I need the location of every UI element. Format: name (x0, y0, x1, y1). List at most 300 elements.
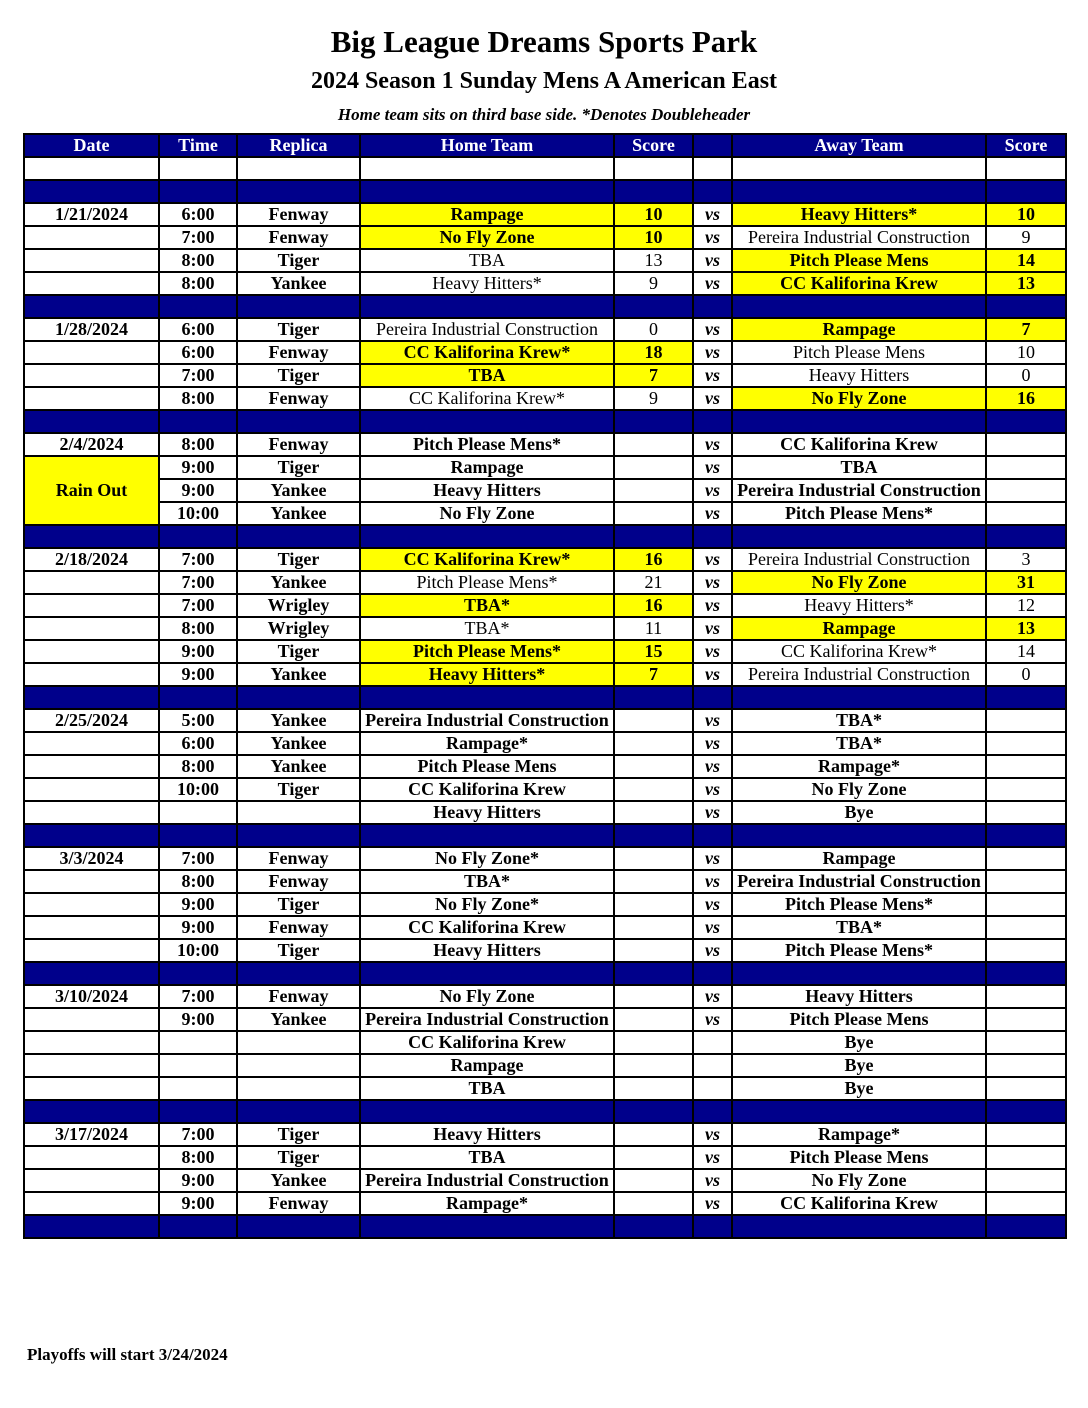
week-separator (24, 824, 1066, 847)
game-row (24, 1169, 1066, 1192)
game-row (24, 318, 1066, 341)
game-time: 7:00 (159, 571, 237, 594)
away-team: Pitch Please Mens* (732, 893, 986, 916)
separator-cell (159, 525, 237, 548)
game-field: Yankee (237, 709, 360, 732)
game-date-empty (24, 249, 159, 272)
vs-label: vs (693, 870, 732, 893)
game-time: 7:00 (159, 548, 237, 571)
col-header-replica: Replica (237, 134, 360, 157)
game-date-empty (24, 226, 159, 249)
game-field: Yankee (237, 502, 360, 525)
separator-cell (24, 686, 159, 709)
game-field: Tiger (237, 249, 360, 272)
away-score: 10 (986, 203, 1066, 226)
away-score: 31 (986, 571, 1066, 594)
home-team: Pitch Please Mens* (360, 433, 614, 456)
game-time: 9:00 (159, 1169, 237, 1192)
home-score: 10 (614, 203, 693, 226)
away-score: 10 (986, 341, 1066, 364)
away-team: No Fly Zone (732, 571, 986, 594)
home-team: CC Kaliforina Krew (360, 916, 614, 939)
home-score: 0 (614, 318, 693, 341)
away-team: Pereira Industrial Construction (732, 479, 986, 502)
home-team: TBA (360, 1146, 614, 1169)
game-date-empty (24, 594, 159, 617)
game-row (24, 778, 1066, 801)
vs-label (693, 157, 732, 180)
separator-cell (986, 295, 1066, 318)
separator-cell (986, 1100, 1066, 1123)
game-time: 9:00 (159, 1192, 237, 1215)
game-date-empty (24, 916, 159, 939)
home-score: 16 (614, 548, 693, 571)
home-team: TBA* (360, 594, 614, 617)
away-score: 0 (986, 364, 1066, 387)
game-date-empty (24, 663, 159, 686)
separator-cell (360, 525, 614, 548)
game-date: 2/4/2024 (24, 433, 159, 456)
vs-label: vs (693, 433, 732, 456)
separator-cell (24, 180, 159, 203)
home-score (614, 778, 693, 801)
vs-label: vs (693, 502, 732, 525)
separator-cell (237, 962, 360, 985)
home-team: Heavy Hitters (360, 1123, 614, 1146)
away-score (986, 939, 1066, 962)
away-team: Pereira Industrial Construction (732, 548, 986, 571)
home-team: Rampage (360, 456, 614, 479)
home-team: Rampage* (360, 1192, 614, 1215)
vs-label: vs (693, 548, 732, 571)
game-time (159, 1077, 237, 1100)
away-team: Rampage (732, 847, 986, 870)
game-row (24, 870, 1066, 893)
home-team: No Fly Zone* (360, 847, 614, 870)
game-time: 9:00 (159, 1008, 237, 1031)
game-field: Tiger (237, 939, 360, 962)
separator-cell (159, 686, 237, 709)
game-date-empty (24, 1077, 159, 1100)
vs-label: vs (693, 341, 732, 364)
game-row (24, 272, 1066, 295)
separator-cell (693, 824, 732, 847)
away-team: Bye (732, 801, 986, 824)
away-score (986, 1031, 1066, 1054)
week-separator (24, 1215, 1066, 1238)
home-score (614, 1008, 693, 1031)
away-team: Heavy Hitters* (732, 594, 986, 617)
away-team: Pereira Industrial Construction (732, 226, 986, 249)
vs-label: vs (693, 364, 732, 387)
separator-cell (360, 180, 614, 203)
game-time: 9:00 (159, 916, 237, 939)
game-time: 7:00 (159, 985, 237, 1008)
separator-cell (360, 1215, 614, 1238)
home-score (614, 157, 693, 180)
home-team (360, 157, 614, 180)
vs-label: vs (693, 387, 732, 410)
vs-label: vs (693, 203, 732, 226)
away-team: Bye (732, 1031, 986, 1054)
home-team: Pereira Industrial Construction (360, 1169, 614, 1192)
vs-label: vs (693, 709, 732, 732)
separator-cell (732, 180, 986, 203)
separator-cell (237, 180, 360, 203)
game-time: 6:00 (159, 318, 237, 341)
home-score: 18 (614, 341, 693, 364)
separator-cell (732, 686, 986, 709)
game-time: 8:00 (159, 272, 237, 295)
schedule-body (24, 157, 1066, 1238)
away-team: Pitch Please Mens (732, 1008, 986, 1031)
home-team: Heavy Hitters (360, 939, 614, 962)
separator-cell (732, 410, 986, 433)
away-score (986, 755, 1066, 778)
schedule-table (23, 133, 1067, 1239)
home-score: 21 (614, 571, 693, 594)
col-header-away-score: Score (986, 134, 1066, 157)
away-team: Rampage (732, 617, 986, 640)
game-field (237, 1077, 360, 1100)
separator-cell (732, 1215, 986, 1238)
game-time: 5:00 (159, 709, 237, 732)
vs-label: vs (693, 801, 732, 824)
game-time: 8:00 (159, 755, 237, 778)
away-score (986, 732, 1066, 755)
separator-cell (237, 525, 360, 548)
separator-cell (159, 410, 237, 433)
vs-label: vs (693, 1146, 732, 1169)
home-score (614, 709, 693, 732)
game-field: Tiger (237, 318, 360, 341)
game-field: Yankee (237, 479, 360, 502)
vs-label: vs (693, 1192, 732, 1215)
home-team: Heavy Hitters (360, 801, 614, 824)
separator-cell (237, 295, 360, 318)
away-team: TBA* (732, 916, 986, 939)
separator-cell (237, 1215, 360, 1238)
separator-cell (237, 410, 360, 433)
home-team: TBA (360, 1077, 614, 1100)
game-date-empty (24, 1169, 159, 1192)
game-field: Fenway (237, 226, 360, 249)
game-date-empty (24, 732, 159, 755)
home-team: Pitch Please Mens* (360, 571, 614, 594)
away-score (986, 1192, 1066, 1215)
separator-cell (732, 962, 986, 985)
away-team: Rampage* (732, 1123, 986, 1146)
away-team: TBA* (732, 732, 986, 755)
away-score: 12 (986, 594, 1066, 617)
separator-cell (693, 180, 732, 203)
home-team: Pitch Please Mens* (360, 640, 614, 663)
game-row (24, 502, 1066, 525)
away-score (986, 1146, 1066, 1169)
home-score: 7 (614, 364, 693, 387)
separator-cell (693, 525, 732, 548)
vs-label: vs (693, 985, 732, 1008)
game-row (24, 548, 1066, 571)
home-score (614, 1192, 693, 1215)
away-score (986, 433, 1066, 456)
home-score (614, 1169, 693, 1192)
game-date (24, 157, 159, 180)
separator-cell (159, 295, 237, 318)
vs-label: vs (693, 318, 732, 341)
game-row (24, 594, 1066, 617)
away-team: Pitch Please Mens* (732, 502, 986, 525)
home-score (614, 939, 693, 962)
home-score (614, 847, 693, 870)
away-score (986, 893, 1066, 916)
game-time: 8:00 (159, 870, 237, 893)
away-team: Heavy Hitters (732, 364, 986, 387)
home-team: Rampage* (360, 732, 614, 755)
home-score: 9 (614, 387, 693, 410)
home-score (614, 985, 693, 1008)
game-field: Fenway (237, 916, 360, 939)
col-header-home-score: Score (614, 134, 693, 157)
game-field (237, 801, 360, 824)
separator-cell (360, 686, 614, 709)
game-date-empty (24, 939, 159, 962)
separator-cell (614, 824, 693, 847)
separator-cell (360, 295, 614, 318)
separator-cell (614, 686, 693, 709)
game-date: 2/18/2024 (24, 548, 159, 571)
rain-out-note: Rain Out (24, 456, 159, 525)
game-time: 8:00 (159, 433, 237, 456)
game-field: Tiger (237, 456, 360, 479)
game-field: Tiger (237, 640, 360, 663)
vs-label: vs (693, 893, 732, 916)
week-separator (24, 295, 1066, 318)
home-team: Heavy Hitters* (360, 272, 614, 295)
game-date-empty (24, 870, 159, 893)
away-score (986, 709, 1066, 732)
home-score (614, 916, 693, 939)
game-field: Yankee (237, 571, 360, 594)
home-team: CC Kaliforina Krew (360, 778, 614, 801)
home-score (614, 433, 693, 456)
separator-cell (986, 1215, 1066, 1238)
game-time: 9:00 (159, 456, 237, 479)
game-field: Tiger (237, 1123, 360, 1146)
vs-label: vs (693, 663, 732, 686)
away-team: Bye (732, 1054, 986, 1077)
vs-label: vs (693, 1169, 732, 1192)
away-score (986, 479, 1066, 502)
home-score (614, 755, 693, 778)
home-score: 15 (614, 640, 693, 663)
header-row (24, 134, 1066, 157)
home-score: 13 (614, 249, 693, 272)
separator-cell (614, 962, 693, 985)
away-team: Pereira Industrial Construction (732, 870, 986, 893)
game-time: 8:00 (159, 1146, 237, 1169)
away-team: Heavy Hitters (732, 985, 986, 1008)
game-row (24, 755, 1066, 778)
week-separator (24, 410, 1066, 433)
home-team: Pereira Industrial Construction (360, 318, 614, 341)
away-team: No Fly Zone (732, 778, 986, 801)
game-row (24, 939, 1066, 962)
home-score (614, 870, 693, 893)
away-team: Heavy Hitters* (732, 203, 986, 226)
home-score (614, 479, 693, 502)
separator-cell (693, 686, 732, 709)
away-team: No Fly Zone (732, 387, 986, 410)
page-note: Home team sits on third base side. *Denotes Doubleheader (337, 105, 751, 124)
separator-cell (237, 824, 360, 847)
game-row (24, 341, 1066, 364)
game-row (24, 617, 1066, 640)
game-field: Yankee (237, 272, 360, 295)
home-team: Pereira Industrial Construction (360, 709, 614, 732)
game-time: 6:00 (159, 203, 237, 226)
away-team: Pereira Industrial Construction (732, 663, 986, 686)
separator-cell (732, 525, 986, 548)
separator-cell (986, 410, 1066, 433)
away-score: 9 (986, 226, 1066, 249)
separator-cell (986, 525, 1066, 548)
game-date-empty (24, 1054, 159, 1077)
away-score: 3 (986, 548, 1066, 571)
home-team: Pitch Please Mens (360, 755, 614, 778)
vs-label (693, 1031, 732, 1054)
vs-label (693, 1077, 732, 1100)
game-field: Tiger (237, 1146, 360, 1169)
game-row (24, 709, 1066, 732)
separator-cell (159, 180, 237, 203)
vs-label: vs (693, 755, 732, 778)
home-score (614, 732, 693, 755)
game-row (24, 456, 1066, 479)
game-time: 6:00 (159, 341, 237, 364)
separator-cell (732, 295, 986, 318)
game-date: 1/28/2024 (24, 318, 159, 341)
separator-cell (614, 180, 693, 203)
home-score (614, 801, 693, 824)
away-team: Pitch Please Mens (732, 1146, 986, 1169)
game-time: 9:00 (159, 893, 237, 916)
separator-cell (693, 410, 732, 433)
game-field: Tiger (237, 893, 360, 916)
game-field (237, 157, 360, 180)
game-field: Fenway (237, 870, 360, 893)
col-header-vs (693, 134, 732, 157)
separator-cell (24, 410, 159, 433)
separator-cell (24, 824, 159, 847)
game-field: Wrigley (237, 594, 360, 617)
col-header-date: Date (24, 134, 159, 157)
game-field: Fenway (237, 387, 360, 410)
home-team: CC Kaliforina Krew* (360, 341, 614, 364)
game-row (24, 433, 1066, 456)
separator-cell (24, 525, 159, 548)
separator-cell (360, 1100, 614, 1123)
week-separator (24, 1100, 1066, 1123)
separator-cell (693, 962, 732, 985)
vs-label: vs (693, 640, 732, 663)
home-team: TBA* (360, 617, 614, 640)
game-date-empty (24, 778, 159, 801)
separator-cell (614, 295, 693, 318)
page-title: Big League Dreams Sports Park (330, 24, 758, 59)
home-score (614, 456, 693, 479)
game-time: 9:00 (159, 663, 237, 686)
home-team: CC Kaliforina Krew* (360, 548, 614, 571)
separator-cell (986, 962, 1066, 985)
game-time (159, 1031, 237, 1054)
game-row (24, 985, 1066, 1008)
vs-label: vs (693, 847, 732, 870)
home-score: 7 (614, 663, 693, 686)
game-row (24, 801, 1066, 824)
home-score (614, 1054, 693, 1077)
home-score (614, 1146, 693, 1169)
separator-cell (986, 686, 1066, 709)
separator-cell (693, 1215, 732, 1238)
game-row (24, 1008, 1066, 1031)
game-time: 10:00 (159, 502, 237, 525)
game-time: 9:00 (159, 640, 237, 663)
game-row (24, 387, 1066, 410)
away-team: CC Kaliforina Krew* (732, 640, 986, 663)
game-time: 7:00 (159, 847, 237, 870)
away-score (986, 801, 1066, 824)
vs-label: vs (693, 272, 732, 295)
game-date-empty (24, 387, 159, 410)
game-time (159, 801, 237, 824)
away-team: Bye (732, 1077, 986, 1100)
game-time: 7:00 (159, 1123, 237, 1146)
vs-label: vs (693, 778, 732, 801)
home-team: No Fly Zone* (360, 893, 614, 916)
game-row (24, 226, 1066, 249)
away-score: 14 (986, 640, 1066, 663)
away-score (986, 502, 1066, 525)
game-field: Wrigley (237, 617, 360, 640)
away-team: Pitch Please Mens* (732, 939, 986, 962)
separator-cell (24, 962, 159, 985)
separator-cell (237, 686, 360, 709)
home-team: No Fly Zone (360, 985, 614, 1008)
col-header-home-team: Home Team (360, 134, 614, 157)
home-score (614, 502, 693, 525)
game-time: 7:00 (159, 226, 237, 249)
game-field: Fenway (237, 985, 360, 1008)
away-team: No Fly Zone (732, 1169, 986, 1192)
playoffs-note: Playoffs will start 3/24/2024 (27, 1345, 228, 1364)
vs-label: vs (693, 916, 732, 939)
away-team: Rampage* (732, 755, 986, 778)
week-separator (24, 180, 1066, 203)
game-row (24, 249, 1066, 272)
home-score: 9 (614, 272, 693, 295)
vs-label: vs (693, 571, 732, 594)
game-row (24, 663, 1066, 686)
away-team: Pitch Please Mens (732, 249, 986, 272)
home-team: Pereira Industrial Construction (360, 1008, 614, 1031)
away-score (986, 1169, 1066, 1192)
game-field: Yankee (237, 755, 360, 778)
separator-cell (732, 824, 986, 847)
separator-cell (360, 824, 614, 847)
separator-cell (159, 962, 237, 985)
game-date-empty (24, 755, 159, 778)
